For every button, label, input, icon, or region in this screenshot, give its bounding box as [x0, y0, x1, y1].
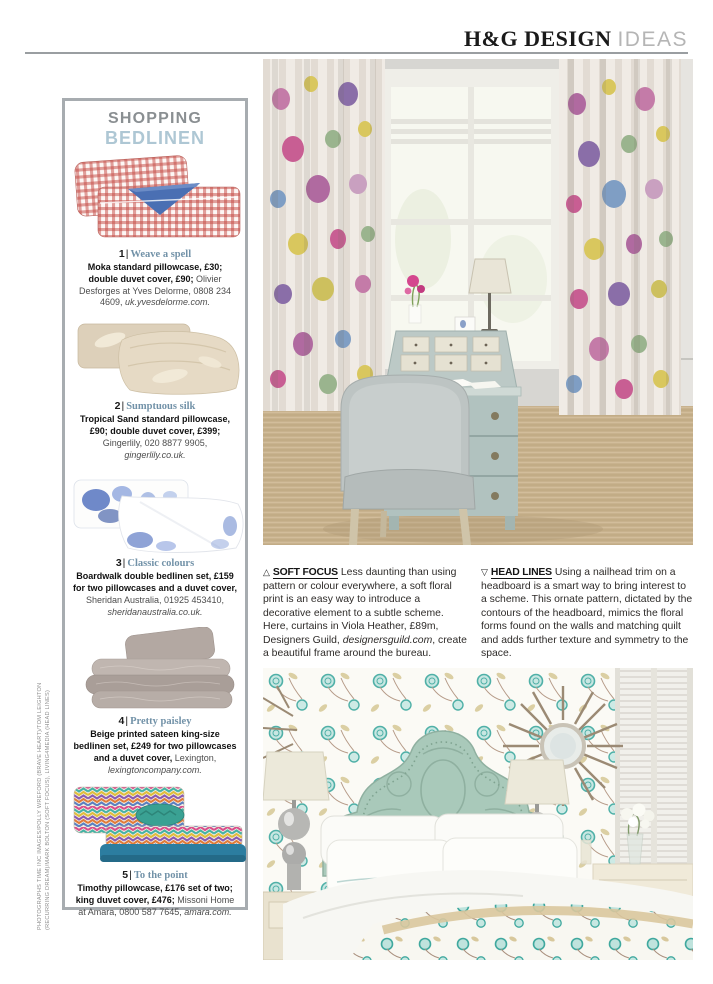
triangle-down-icon: ▽	[481, 567, 488, 578]
caption-soft-focus: △ SOFT FOCUS Less daunting than using pattern or colour everywhere, a soft floral print is an easy way to introduce a decorative element to a subtle scheme. Here, curtains in Viola Heather, £89m, Designers Guild, designersguild.com, create a beautiful frame around the bureau.	[263, 567, 467, 660]
caption-url: designersguild.com	[342, 634, 433, 646]
blue-floral-bedlinen-photo	[70, 470, 246, 555]
red-gingham-bedlinen-photo	[70, 151, 246, 246]
masthead	[464, 26, 688, 52]
product-item-1: 1| Weave a spell Moka standard pillowcase, £30; double duvet cover, £90; Olivier Desforges at Yves Delorme, 0808 234 4609, uk.yvesdelorme.com.	[70, 148, 240, 315]
headboard-bedroom-photo	[263, 668, 693, 960]
caption-row	[263, 556, 693, 671]
product-item-5: 5| To the point Timothy pillowcase, £176 set of two; king duvet cover, £476; Missoni Home at Amara, 0800 587 7645, amara.com.	[70, 782, 240, 924]
product-item-2: 2| Sumptuous silk Tropical Sand standard pillowcase, £90; double duvet cover, £399; Gingerlily, 020 8877 9905, gingerlily.co.uk.	[70, 315, 240, 467]
postcard-motif	[460, 320, 466, 328]
caption-label: HEAD LINES	[490, 567, 552, 579]
section-title: IDEAS	[617, 28, 688, 51]
product-item-4: 4| Pretty paisley Beige printed sateen king-size bedlinen set, £249 for two pillowcases and a duvet cover, Lexington, lexingtoncompany.com.	[70, 624, 240, 782]
shopping-sidebar	[62, 98, 248, 917]
credits-line: (RECURRING DREAM)/MARK BOLTON (SOFT FOCUS), LIVING4MEDIA (HEAD LINES)	[45, 689, 52, 930]
item-url: gingerlily.co.uk.	[124, 449, 186, 460]
product-item-3: 3| Classic colours Boardwalk double bedlinen set, £159 for two pillowcases and a duvet cover, Sheridan Australia, 01925 453410, sheridanaustralia.co.uk.	[70, 467, 240, 624]
item-description: Timothy pillowcase, £176 set of two; king duvet cover, £476; Missoni Home at Amara, 0800 587 7645, amara.com.	[75, 883, 235, 917]
photo-credits	[36, 682, 53, 930]
item-number: 1	[118, 248, 125, 261]
bureau-window-photo	[263, 59, 693, 545]
item-description: Moka standard pillowcase, £30; double duvet cover, £90; Olivier Desforges at Yves Delorme, 0808 234 4609, uk.yvesdelorme.com.	[79, 261, 231, 308]
floral-curtain-left	[263, 59, 385, 411]
sidebar-title: BEDLINEN	[104, 127, 205, 148]
credits-line: PHOTOGRAPHS TIME INC IMAGES/POLLY WREFORD (BRAVE HEART)/TOM LEIGHTON	[37, 682, 43, 930]
item-title: Classic colours	[127, 558, 195, 570]
cream-silk-bedlinen-photo	[70, 318, 246, 398]
magazine-brand: H&G DESIGN	[464, 26, 612, 51]
item-number: 3	[115, 557, 122, 570]
item-title: Weave a spell	[130, 249, 192, 261]
item-description: Tropical Sand standard pillowcase, £90; double duvet cover, £399; Gingerlily, 020 8877 9905, gingerlily.co.uk.	[79, 413, 231, 460]
header-rule	[25, 52, 688, 54]
item-description: Beige printed sateen king-size bedlinen set, £249 for two pillowcases and a duvet cover, Lexington, lexingtoncompany.com.	[73, 728, 237, 775]
triangle-up-icon: △	[263, 567, 270, 578]
item-number: 5	[122, 869, 129, 882]
item-url: amara.com.	[184, 906, 232, 917]
missoni-zigzag-bedlinen-photo	[70, 785, 246, 867]
caption-label: SOFT FOCUS	[272, 567, 338, 579]
item-url: lexingtoncompany.com.	[108, 764, 202, 775]
item-number: 4	[118, 715, 125, 728]
item-url: uk.yvesdelorme.com.	[125, 297, 211, 308]
item-number: 2	[114, 400, 121, 413]
floral-curtain-right	[559, 59, 681, 415]
item-title: Pretty paisley	[130, 716, 192, 728]
caption-head-lines: ▽ HEAD LINES Using a nailhead trim on a headboard is a smart way to bring interest to a scheme. This ornate pattern, dictated by the contours of the headboard, mimics the floral forms found on the walls and matching quilt and adds further texture and symmetry to the space.	[481, 567, 693, 660]
item-title: Sumptuous silk	[126, 401, 196, 413]
sidebar-kicker: SHOPPING	[107, 110, 203, 127]
item-url: sheridanaustralia.co.uk.	[107, 606, 203, 617]
item-title: To the point	[133, 870, 188, 882]
item-description: Boardwalk double bedlinen set, £159 for two pillowcases and a duvet cover, Sheridan Australia, 01925 453410, sheridanaustralia.co.uk.	[72, 570, 238, 617]
grey-paisley-bedlinen-photo	[70, 627, 246, 713]
